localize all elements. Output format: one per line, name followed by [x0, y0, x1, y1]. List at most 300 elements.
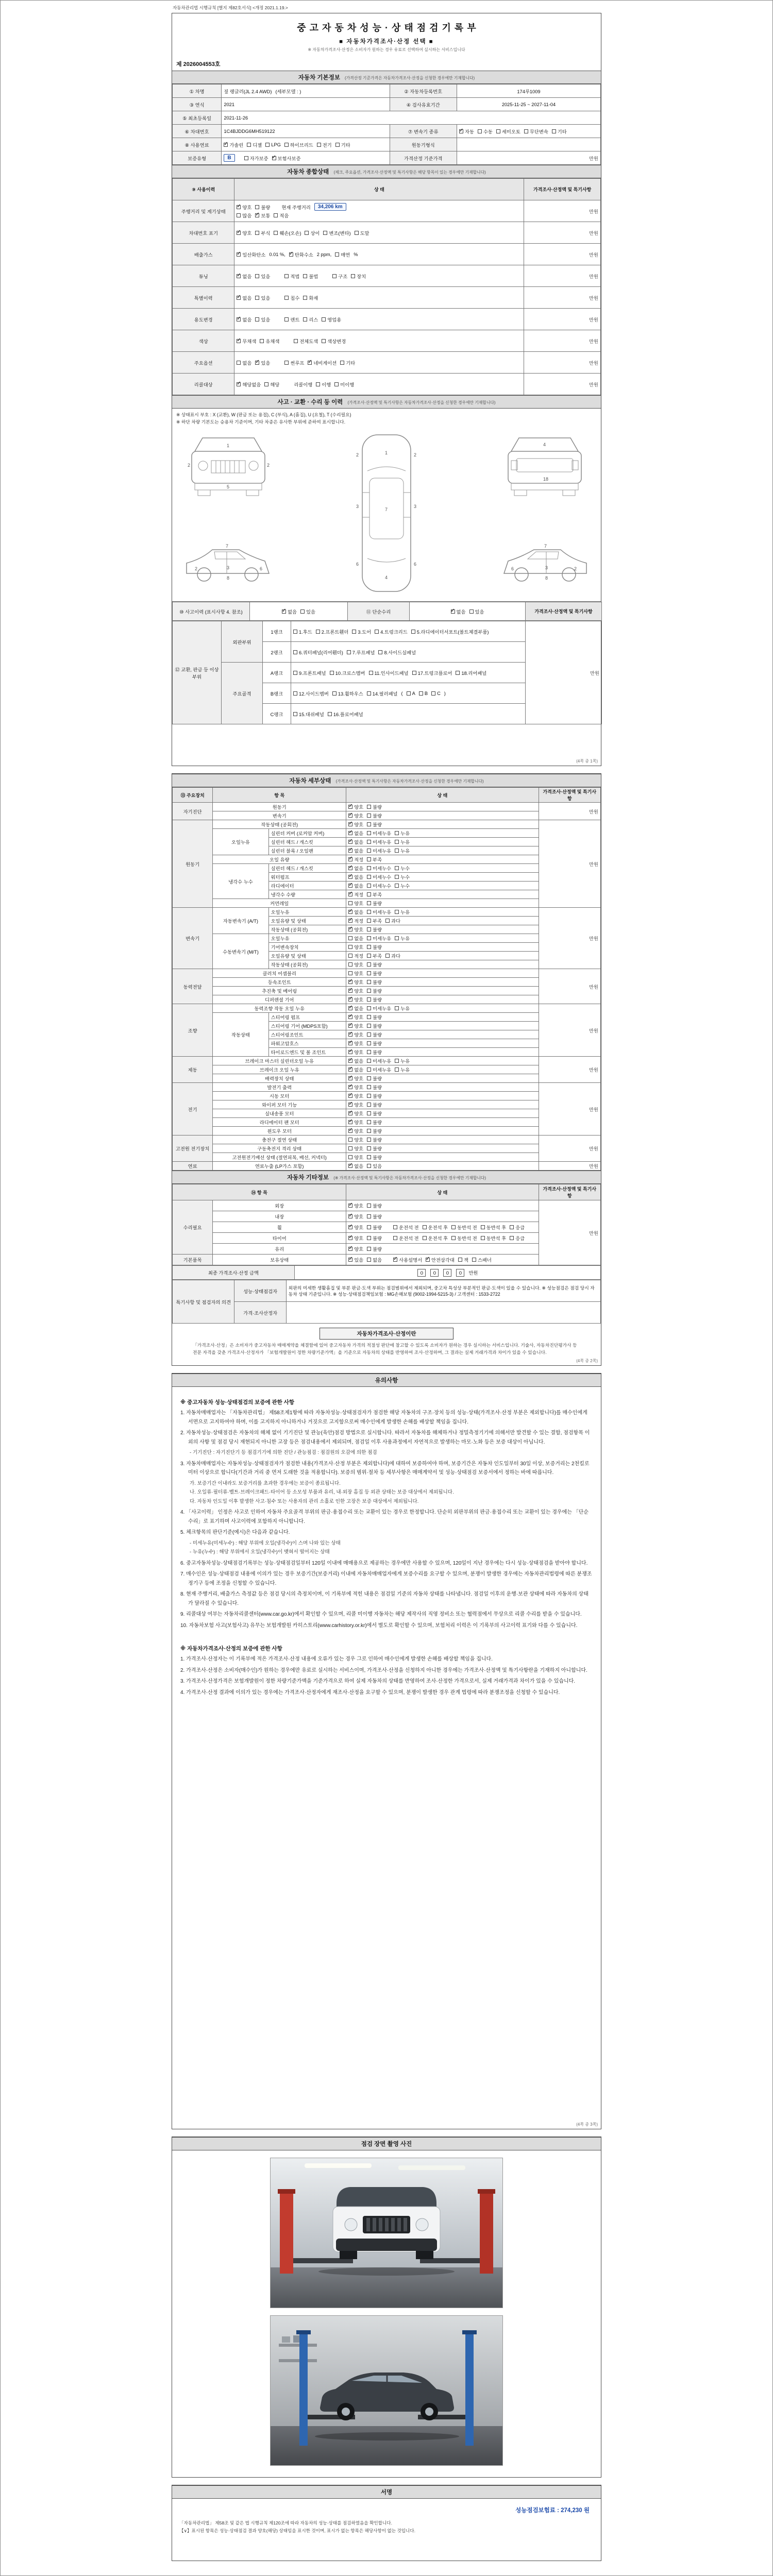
checkbox-checked: ✓ 양호 [348, 1127, 363, 1134]
table-inspector-remarks [172, 1280, 601, 1324]
car-right-side-view-diagram [496, 520, 594, 597]
checkbox-empty: 침수 [284, 294, 299, 301]
table-cell: 색상 [173, 330, 234, 352]
checkbox-checked: ✓ 해당없음 [237, 381, 261, 388]
sheet-photos [172, 2137, 601, 2478]
table-cell [346, 864, 539, 873]
checkbox-empty: 부족 [367, 856, 382, 863]
checkbox-empty: 불량 [367, 1202, 382, 1209]
table-cell: 연료 [173, 1162, 213, 1171]
checkbox-empty: 불량 [367, 821, 382, 828]
table-cell [346, 1244, 539, 1255]
table-cell: 자기진단 [173, 803, 213, 820]
table-row [173, 309, 601, 330]
table-cell [346, 978, 539, 987]
checkbox-empty: 미세누유 [367, 935, 391, 942]
checkbox-empty: 불량 [367, 1213, 382, 1220]
checkbox-empty: 불량 [367, 1127, 382, 1134]
checkbox-empty: 디젤 [247, 141, 262, 148]
svg-text:1: 1 [385, 450, 388, 455]
checkbox-empty: 불량 [367, 970, 382, 977]
checkbox-empty: 미세누유 [367, 1066, 391, 1073]
checkbox-checked: ✓ 일산화탄소 [237, 251, 265, 258]
cell-text: 만원 [468, 1270, 478, 1276]
cell-text: 2 ppm, [316, 251, 332, 257]
table-cell [346, 1211, 539, 1222]
checkbox-empty: 누수 [395, 865, 410, 872]
checkbox-empty: 불량 [367, 1154, 382, 1161]
section-basic-note: (가격산정 기준가격은 자동차가격조사·산정을 신청한 경우에만 기재합니다) [345, 76, 475, 80]
table-row [173, 1074, 601, 1083]
checkbox-checked: ✓ 없음 [237, 273, 251, 280]
notice-item: 5. 체크항목의 판단기준(예시)은 다음과 같습니다. [180, 1530, 290, 1535]
table-cell: ⑭ 항 목 [173, 1184, 346, 1200]
table-cell [346, 952, 539, 960]
checkbox-empty: 불량 [367, 1145, 382, 1152]
checkbox-empty: 불법 [303, 273, 318, 280]
checkbox-empty: 부식 [255, 229, 270, 236]
table-cell [346, 1109, 539, 1118]
table-cell: 오일유량 및 상태 [268, 952, 346, 960]
table-row [173, 352, 601, 374]
table-cell: ② 자동차등록번호 [390, 84, 457, 98]
table-cell: 원동기 [173, 820, 213, 908]
checkbox-empty: 자가보증 [244, 155, 268, 162]
section-accident-note: (가격조사·산정액 및 특기사항은 자동차가격조사·산정을 신청한 경우에만 기재합니다) [347, 400, 496, 405]
checkbox-empty: 운전석 전 [393, 1224, 419, 1231]
table-cell: 작동상태 [213, 1013, 268, 1057]
checkbox-empty: 상이 [305, 229, 320, 236]
table-cell: 만원 [524, 244, 601, 265]
signature-body [172, 2499, 601, 2540]
table-row [173, 1092, 601, 1100]
table-overall-condition [172, 178, 601, 395]
section-title-notice [172, 1374, 601, 1387]
table-cell [234, 374, 524, 395]
cell-text: 짚 랭글러(JL 2.4 AWD) [224, 89, 272, 94]
table-cell: 제동 [173, 1057, 213, 1083]
table-cell: 고전원전기배선 상태 (절연피복, 배선, 커넥터) [213, 1153, 346, 1162]
section-title-accident [172, 395, 601, 409]
checkbox-empty: 누유 [395, 1066, 410, 1073]
table-row [173, 1162, 601, 1171]
table-row [173, 84, 601, 98]
table-cell [346, 1222, 539, 1233]
checkbox-checked: ✓ 무채색 [237, 337, 256, 345]
checkbox-empty: 무단변속 [524, 128, 548, 135]
table-cell: 타이어 [213, 1233, 346, 1244]
table-cell [234, 200, 524, 222]
table-cell [346, 820, 539, 829]
table-row [173, 1057, 601, 1065]
svg-text:3: 3 [227, 565, 230, 570]
checkbox-checked: ✓ 없음 [237, 294, 251, 301]
table-cell [346, 1022, 539, 1030]
table-cell: 구동축전지 격리 상태 [213, 1144, 346, 1153]
accident-legend-codes: ※ 상태표시 부호 : X (교환), W (판금 또는 용접), C (부식), A (흠집), U (요철), T (수리필요) [176, 412, 351, 417]
notice-item: - 누유(누수) : 해당 부위에서 오일(냉각수)이 맺혀서 떨어지는 상태 [190, 1549, 330, 1555]
checkbox-empty: C [431, 691, 441, 696]
table-exchange-panels [172, 621, 601, 724]
table-cell: ⑬ 주요장치 [173, 788, 213, 803]
table-cell [457, 138, 600, 151]
checkbox-empty: 적법 [284, 273, 299, 280]
table-cell [346, 1004, 539, 1013]
checkbox-checked: ✓ 없음 [348, 1057, 363, 1064]
checkbox-empty: 불량 [367, 812, 382, 819]
checkbox-empty: 누유 [395, 847, 410, 854]
table-cell: 1랭크 [263, 621, 291, 642]
checkbox-checked: ✓ 양호 [348, 1213, 363, 1220]
table-cell: 만원 [539, 803, 600, 820]
checkbox-empty: 잭 [458, 1256, 468, 1263]
notice-item: 6. 중고자동차성능·상태점검기록부는 성능·상태점검일부터 120일 이내에 매매용으로 제공하는 경우에만 사용할 수 있으며, 120일이 지난 경우에는 다시 성능·상태점검을 받아야 합니다. [180, 1560, 588, 1566]
checkbox-empty: 불량 [367, 1110, 382, 1117]
svg-text:18: 18 [543, 477, 549, 482]
checkbox-empty: 부족 [367, 952, 382, 959]
table-cell [346, 943, 539, 952]
checkbox-empty: 과다 [385, 917, 400, 924]
checkbox-empty: 색상변경 [322, 337, 346, 345]
checkbox-checked: ✓ 안전삼각대 [426, 1256, 455, 1263]
checkbox-empty: 영업용 [322, 316, 341, 323]
table-cell: ⑧ 사용연료 [173, 138, 222, 151]
section-etc-label: 자동차 기타정보 [287, 1175, 329, 1181]
table-row [173, 602, 602, 621]
checkbox-empty: 10.크로스멤버 [330, 669, 365, 676]
table-row [173, 98, 601, 111]
table-row [173, 1136, 601, 1144]
table-cell: 가격조사·산정액 및 특기사항 [539, 788, 600, 803]
notice-item: 3. 자동차매매업자는 자동차성능·상태점검자가 점검한 내용(가격조사·산정 부분은 제외합니다)에 대하여 보증하여야 하며, 보증기간은 자동차 인도일부터 30일 이상, 보증거리는 2천킬로미터 이상으로 합니다(기간과 거리 중 먼저 도래한 것을 적용합니다). 보증의 범위·절차 등 세부사항은 매매계약서 및 성능·상태점검 보증서에서 정하는 바에 따릅니다. [180, 1461, 590, 1476]
table-cell: 유리 [213, 1244, 346, 1255]
table-cell [346, 1048, 539, 1057]
table-cell [346, 838, 539, 846]
section-etc-note: (※ 가격조사·산정액 및 특기사항은 자동차가격조사·산정을 신청한 경우에만 기재합니다) [333, 1176, 486, 1180]
table-cell: 변속기 [213, 811, 346, 820]
checkbox-checked: ✓ 없음 [237, 316, 251, 323]
table-cell [286, 1280, 600, 1302]
notice-list [172, 1387, 601, 1710]
checkbox-empty: 8.사이드실패널 [378, 649, 416, 656]
svg-text:2: 2 [267, 463, 270, 468]
checkbox-checked: ✓ 보통 [255, 212, 270, 219]
table-cell: 실린더 헤드 / 개스킷 [268, 864, 346, 873]
checkbox-empty: 양호 [348, 1154, 363, 1161]
table-cell [346, 855, 539, 864]
table-row [173, 788, 601, 803]
value-box: 34,206 km [314, 203, 346, 211]
table-cell: 와이퍼 모터 기능 [213, 1100, 346, 1109]
table-cell: 항 목 [213, 788, 346, 803]
svg-text:2: 2 [414, 452, 417, 457]
table-cell [346, 987, 539, 995]
section-detail-note: (가격조사·산정액 및 특기사항은 자동차가격조사·산정을 신청한 경우에만 기재합니다) [335, 779, 484, 784]
svg-text:8: 8 [227, 575, 230, 581]
table-cell [234, 352, 524, 374]
table-row [173, 287, 601, 309]
checkbox-empty: 누유 [395, 829, 410, 837]
table-cell: 동력조향 작동 오일 누유 [213, 1004, 346, 1013]
table-cell: 상 태 [234, 179, 524, 200]
checkbox-empty: 전체도색 [294, 337, 318, 345]
checkbox-empty: 있음 [255, 273, 270, 280]
table-row [173, 1100, 601, 1109]
table-row [173, 1004, 601, 1013]
table-cell: 스티어링 펌프 [268, 1013, 346, 1022]
checkbox-empty: 불량 [367, 1031, 382, 1038]
table-row [173, 855, 601, 864]
svg-text:5: 5 [227, 484, 230, 489]
svg-text:6: 6 [356, 562, 359, 567]
notice-item: - 미세누유(미세누수) : 해당 부위에 오일(냉각수)이 스며 나와 있는 상태 [190, 1540, 341, 1546]
svg-text:2: 2 [195, 566, 198, 571]
sign-legal-line-2: 【∨】표시된 항목은 성능·상태점검 결과 양호(해당) 상태임을 표시한 것이며, 표시가 없는 항목은 해당사항이 없는 것입니다. [179, 2528, 416, 2533]
section-detail-label: 자동차 세부상태 [289, 778, 331, 784]
table-cell [346, 1153, 539, 1162]
checkbox-checked: ✓ 없음 [348, 882, 363, 889]
notice-item: 9. 리콜대상 여부는 자동차리콜센터(www.car.go.kr)에서 확인할 수 있으며, 리콜 미이행 자동차는 해당 제작사의 직영 정비소 또는 협력점에서 무상으로 리콜 수리를 받을 수 있습니다. [180, 1612, 582, 1617]
checkbox-checked: ✓ 있음 [348, 1256, 363, 1263]
table-cell: 수동변속기 (M/T) [213, 934, 268, 969]
table-cell [222, 151, 390, 165]
table-cell: ⑫ 교환, 판금 등 이상 부위 [173, 621, 222, 724]
checkbox-empty: 12.사이드멤버 [293, 690, 329, 697]
sign-legal-line-1: 「자동차관리법」 제58조 및 같은 법 시행규칙 제120조에 따라 자동차의 성능·상태를 점검하였음을 확인합니다. [179, 2520, 392, 2526]
table-cell [346, 908, 539, 917]
checkbox-empty: 있음 [255, 316, 270, 323]
table-cell [234, 265, 524, 287]
table-cell: 오일유량 및 상태 [268, 917, 346, 925]
table-cell: 가격산정 기준가격 [390, 151, 457, 165]
page-subtitle: ■ 자동차가격조사·산정 선택 ■ [339, 39, 434, 45]
table-cell: 차대번호 표기 [173, 222, 234, 244]
checkbox-empty: 기타 [335, 141, 350, 148]
table-cell: 성능·상태점검자 [234, 1280, 286, 1302]
table-cell: ⑪ 단순수리 [348, 602, 410, 621]
checkbox-empty: 불량 [367, 1101, 382, 1108]
checkbox-empty: 양호 [348, 1145, 363, 1152]
checkbox-empty: 미세누유 [367, 1005, 391, 1012]
checkbox-empty: 이행 [316, 381, 331, 388]
svg-text:2: 2 [356, 452, 359, 457]
checkbox-checked: ✓ 없음 [451, 608, 466, 615]
table-cell: 배력장치 상태 [213, 1074, 346, 1083]
notice-item: 가. 보증기간 이내라도 보증거리를 초과한 경우에는 보증이 종료됩니다. [190, 1480, 341, 1486]
table-cell [410, 602, 526, 621]
notice-item [180, 1632, 593, 1638]
checkbox-checked: ✓ 네비게이션 [308, 359, 337, 366]
checkbox-empty: 불량 [367, 1022, 382, 1029]
table-cell: 가격조사·산정액 및 특기사항 [526, 602, 602, 621]
notice-item: 4. 「사고이력」 인정은 사고로 인하여 자동차 주요골격 부위의 판금·용접수리 또는 교환이 있는 경우로 한정합니다. 단순히 외판부위의 판금·용접수리 또는 교환이 있는 경우에는 「단순수리」로 표기하며 사고이력에 포함하지 아니합니다. [180, 1510, 589, 1524]
svg-text:1: 1 [227, 443, 230, 448]
checkbox-checked: ✓ 없음 [348, 1066, 363, 1073]
table-basic-info [172, 84, 601, 165]
table-row [173, 222, 601, 244]
table-cell: 타이로드엔드 및 볼 조인트 [268, 1048, 346, 1057]
table-cell: ⑦ 변속기 종류 [390, 125, 457, 138]
checkbox-empty: 과다 [385, 952, 400, 959]
checkbox-empty: 16.플로어패널 [328, 710, 363, 718]
table-cell: 충전구 절연 상태 [213, 1136, 346, 1144]
table-cell: 만원 [539, 908, 600, 969]
document [172, 1, 601, 2561]
table-cell [346, 1065, 539, 1074]
table-row [173, 864, 601, 873]
table-row [173, 1255, 601, 1265]
checkbox-empty: 운전석 후 [423, 1234, 448, 1242]
table-cell: 만원 [539, 1136, 600, 1162]
table-row [173, 179, 601, 200]
checkbox-checked: ✓ 양호 [348, 821, 363, 828]
notice-item: 다. 자동차 인도일 이후 발생한 사고·침수 또는 사용자의 관리 소홀로 인한 고장은 보증 대상에서 제외됩니다. [190, 1498, 419, 1504]
table-cell: 만원 [539, 1162, 600, 1171]
table-row [173, 1184, 601, 1200]
checkbox-empty: 동반석 전 [451, 1234, 477, 1242]
checkbox-empty: 누수 [395, 882, 410, 889]
table-cell [346, 1144, 539, 1153]
page-marker-3: (4쪽 중 3쪽) [576, 2122, 598, 2127]
table-cell [346, 934, 539, 943]
section-notice-label: 유의사항 [375, 1378, 398, 1384]
table-row [173, 1222, 601, 1233]
table-cell: 브레이크 오일 누유 [213, 1065, 346, 1074]
table-cell: 만원 [539, 1200, 600, 1265]
checkbox-checked: ✓ 양호 [348, 1118, 363, 1126]
section-basic-label: 자동차 기본정보 [298, 75, 340, 81]
checkbox-checked: ✓ 적정 [348, 917, 363, 924]
table-cell: 2025-11-25 ~ 2027-11-04 [457, 98, 600, 111]
table-cell: C랭크 [263, 704, 291, 724]
checkbox-empty: 훼손(오손) [274, 229, 301, 236]
checkbox-empty: 누유 [395, 838, 410, 845]
checkbox-checked: ✓ 양호 [348, 1202, 363, 1209]
cell-text: ) [444, 690, 446, 696]
table-row [173, 138, 601, 151]
table-cell: 원동기형식 [390, 138, 457, 151]
checkbox-empty: 2.프론트휀더 [316, 628, 349, 635]
table-row [173, 820, 601, 829]
table-cell [346, 846, 539, 855]
table-cell: A랭크 [263, 663, 291, 683]
table-row [173, 151, 601, 165]
checkbox-checked: ✓ 없음 [282, 608, 297, 615]
notice-item: 8. 현재 주행거리, 배출가스 측정값 등은 점검 당시의 측정치이며, 이 기록부에 적힌 내용은 점검일 기준의 자동차 상태를 나타냅니다. 점검일 이후의 운행·보관 상태에 따라 자동차의 상태가 달라질 수 있습니다. [180, 1591, 589, 1606]
table-cell [346, 925, 539, 934]
table-cell [291, 663, 526, 683]
checkbox-empty: 도말 [355, 229, 369, 236]
checkbox-empty: 양호 [348, 900, 363, 907]
checkbox-empty: 있음 [300, 608, 315, 615]
checkbox-empty: 불량 [367, 900, 382, 907]
table-row [173, 1109, 601, 1118]
inspection-photo-side-lift [270, 2315, 503, 2466]
checkbox-checked: ✓ 양호 [348, 1022, 363, 1029]
checkbox-empty: 장치 [351, 273, 366, 280]
table-cell [346, 1136, 539, 1144]
checkbox-empty: 운전석 후 [423, 1224, 448, 1231]
table-cell: ⑤ 최초등록일 [173, 111, 222, 125]
table-cell [222, 138, 390, 151]
notice-item: 4. 가격조사·산정 결과에 이의가 있는 경우에는 가격조사·산정자에게 재조사·산정을 요구할 수 있으며, 분쟁이 발생한 경우 관계 법령에 따라 분쟁조정을 신청할 수 있습니다. [180, 1689, 560, 1696]
checkbox-checked: ✓ 없음 [348, 865, 363, 872]
checkbox-empty: 유채색 [260, 337, 279, 345]
checkbox-empty: 불량 [367, 1224, 382, 1231]
svg-text:7: 7 [544, 544, 547, 549]
page-title: 중고자동차성능·상태점검기록부 [297, 23, 480, 33]
svg-text:6: 6 [260, 566, 263, 571]
digit-box: 0 [417, 1269, 426, 1277]
checkbox-checked: ✓ 사용설명서 [393, 1256, 422, 1263]
checkbox-empty: 9.프론트패널 [293, 669, 326, 676]
table-cell: 스티어링 기어 (MDPS포함) [268, 1022, 346, 1030]
checkbox-empty: 수동 [478, 128, 493, 135]
table-cell [346, 960, 539, 969]
notice-item: 7. 매수인은 성능·상태점검 내용에 이의가 있는 경우 보증기간(보증거리) 이내에 자동차매매업자에게 보증수리를 요구할 수 있으며, 분쟁이 발생한 경우에는 자동차관리법령에 따른 분쟁조정기구 등에 조정을 신청할 수 있습니다. [180, 1571, 592, 1586]
table-row [173, 899, 601, 908]
section-title-detail [172, 774, 601, 787]
table-cell [346, 1083, 539, 1092]
table-row [173, 125, 601, 138]
table-cell: ⑩ 사고이력 (표시사항 4. 참조) [173, 602, 250, 621]
checkbox-empty: 7.루프패널 [347, 649, 375, 656]
checkbox-checked: ✓ 양호 [348, 1048, 363, 1056]
checkbox-checked: ✓ 양호 [348, 987, 363, 994]
checkbox-checked: ✓ 없음 [348, 829, 363, 837]
checkbox-empty: 렌트 [284, 316, 299, 323]
table-cell: 2021-11-26 [222, 111, 601, 125]
checkbox-checked: ✓ 양호 [348, 1031, 363, 1038]
table-cell: 만원 [524, 200, 601, 222]
insurance-fee [178, 2503, 595, 2518]
price-definition-text: 「가격조사·산정」은 소비자가 중고자동차 매매계약을 체결함에 있어 중고자동차 가격의 적절성 판단에 참고할 수 있도록 소비자가 원하는 경우 실시하는 서비스입니다. 기술사, 자동차진단평가사 등 전문 자격을 갖춘 가격조사·산정자가 「보험개발원이 정한 차량기준가액」을 기준으로 자동차의 상태를 반영하여 조사·산정하며, 그 결과는 실제 거래가격과 차이가 있을 수 있습니다. [193, 1343, 577, 1355]
table-cell: 냉각수 누수 [213, 864, 268, 899]
notice-item: 2. 가격조사·산정은 소비자(매수인)가 원하는 경우에만 유료로 실시하는 서비스이며, 가격조사·산정을 신청하지 아니한 경우에는 가격조사·산정액 및 특기사항란을 기재하지 아니합니다. [180, 1667, 587, 1673]
table-cell: 1C4BJDDG6MH519122 [222, 125, 390, 138]
checkbox-empty: 누유 [395, 935, 410, 942]
table-row [173, 908, 601, 917]
table-accident-history [172, 602, 601, 621]
table-cell: 상 태 [346, 788, 539, 803]
table-cell: 원동기 [213, 803, 346, 811]
checkbox-empty: 누유 [395, 1005, 410, 1012]
car-damage-diagrams [172, 427, 601, 602]
checkbox-empty: 불량 [367, 978, 382, 986]
table-cell [234, 244, 524, 265]
table-cell: 동력전달 [173, 969, 213, 1004]
table-row [173, 374, 601, 395]
law-reference: 자동차관리법 시행규칙 [별지 제82호서식] <개정 2021.1.19.> [173, 5, 288, 10]
table-cell: 가격조사·산정액 및 특기사항 [539, 1184, 600, 1200]
table-cell [346, 829, 539, 838]
table-cell [346, 1127, 539, 1136]
table-cell [346, 882, 539, 890]
svg-text:3: 3 [545, 565, 548, 570]
checkbox-empty: 불량 [367, 961, 382, 968]
notice-item: - 기기진단 : 자기진단기 등 점검기기에 의한 진단 / 관능점검 : 점검원의 오감에 의한 점검 [190, 1450, 377, 1455]
car-top-view-diagram [348, 431, 425, 596]
car-rear-view-diagram [496, 431, 594, 508]
section-title-sign [172, 2485, 601, 2499]
table-cell: 발전기 출력 [213, 1083, 346, 1092]
table-cell: B랭크 [263, 683, 291, 704]
page-marker-1: (4쪽 중 1쪽) [576, 759, 598, 764]
table-row [173, 1280, 601, 1302]
sheet-notice [172, 1373, 601, 2129]
table-cell: 휠 [213, 1222, 346, 1233]
accident-legend-note: ※ 하단 차량 기본도는 승용차 기준이며, 기타 차종은 유사한 부위에 준하여 표시합니다. [176, 419, 346, 425]
